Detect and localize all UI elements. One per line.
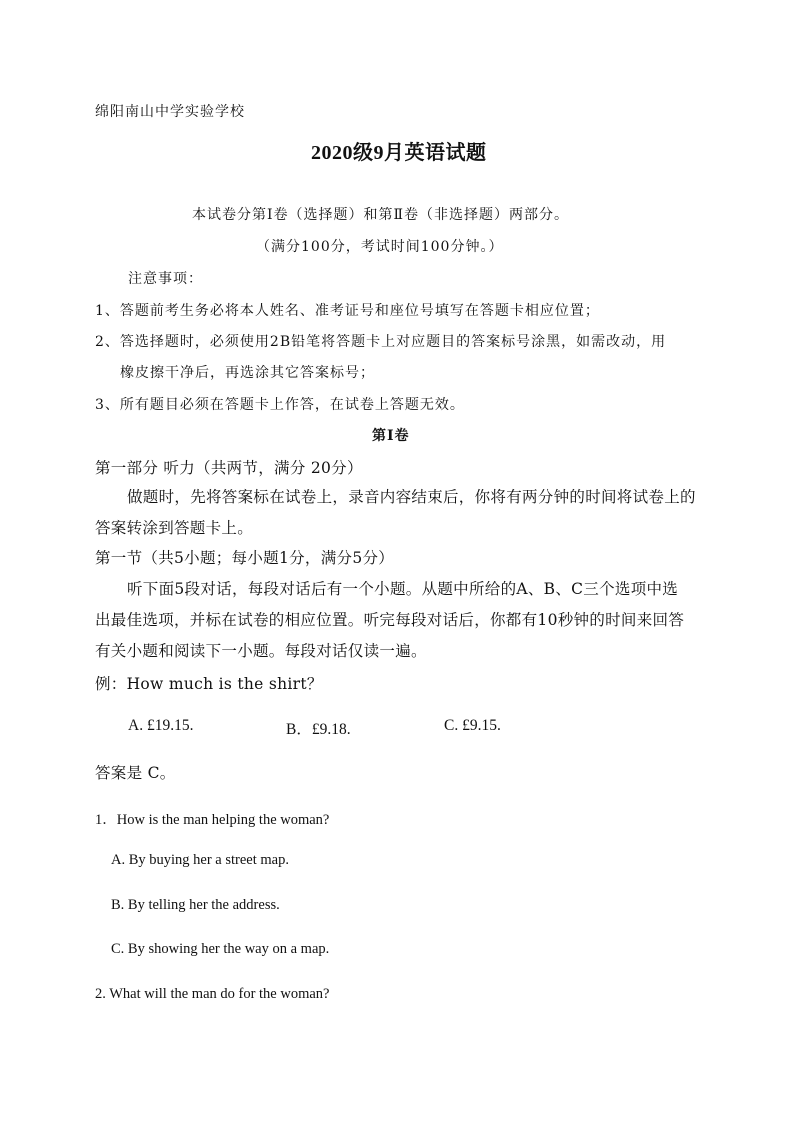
school-name: 绵阳南山中学实验学校 xyxy=(95,104,245,120)
section1-instruction: 听下面5段对话，每段对话后有一个小题。从题中所给的A、B、C三个选项中选 xyxy=(127,580,679,598)
example-question: 例：How much is the shirt？ xyxy=(95,675,323,693)
section1-heading: 第一节（共5小题；每小题1分，满分5分） xyxy=(95,549,395,567)
notice-item-3: 3、所有题目必须在答题卡上作答，在试卷上答题无效。 xyxy=(95,397,465,413)
volume-heading: 第Ⅰ卷 xyxy=(372,428,410,444)
intro-line-1: 本试卷分第Ⅰ卷（选择题）和第Ⅱ卷（非选择题）两部分。 xyxy=(192,207,570,223)
example-option-c: C. £9.15. xyxy=(444,717,501,734)
page-title: 2020级9月英语试题 xyxy=(311,142,487,164)
section1-instruction-cont-1: 出最佳选项，并标在试卷的相应位置。听完每段对话后，你都有10秒钟的时间来回答 xyxy=(95,611,685,629)
section1-instruction-cont-2: 有关小题和阅读下一小题。每段对话仅读一遍。 xyxy=(95,642,427,660)
notice-heading: 注意事项： xyxy=(128,271,203,287)
question-1-option-c: C. By showing her the way on a map. xyxy=(111,941,330,957)
example-answer: 答案是 C。 xyxy=(95,764,176,782)
example-option-a: A. £19.15. xyxy=(128,717,194,734)
notice-item-2: 2、答选择题时，必须使用2B铅笔将答题卡上对应题目的答案标号涂黑，如需改动，用 xyxy=(95,334,667,350)
question-1-option-b: B. By telling her the address. xyxy=(111,897,280,913)
intro-line-2: （满分100分，考试时间100分钟。） xyxy=(256,239,504,255)
part1-instruction-cont: 答案转涂到答题卡上。 xyxy=(95,519,254,537)
question-1-option-a: A. By buying her a street map. xyxy=(111,852,289,868)
question-2-stem: 2. What will the man do for the woman? xyxy=(95,986,330,1002)
part1-instruction: 做题时，先将答案标在试卷上，录音内容结束后，你将有两分钟的时间将试卷上的 xyxy=(127,488,696,506)
notice-item-1: 1、答题前考生务必将本人姓名、准考证号和座位号填写在答题卡相应位置； xyxy=(95,303,600,319)
example-option-b: B．£9.18. xyxy=(286,721,351,738)
notice-item-2-cont: 橡皮擦干净后，再选涂其它答案标号； xyxy=(120,365,375,381)
question-1-stem: 1．How is the man helping the woman? xyxy=(95,812,330,828)
part1-heading: 第一部分 听力（共两节，满分 20分） xyxy=(95,459,363,477)
